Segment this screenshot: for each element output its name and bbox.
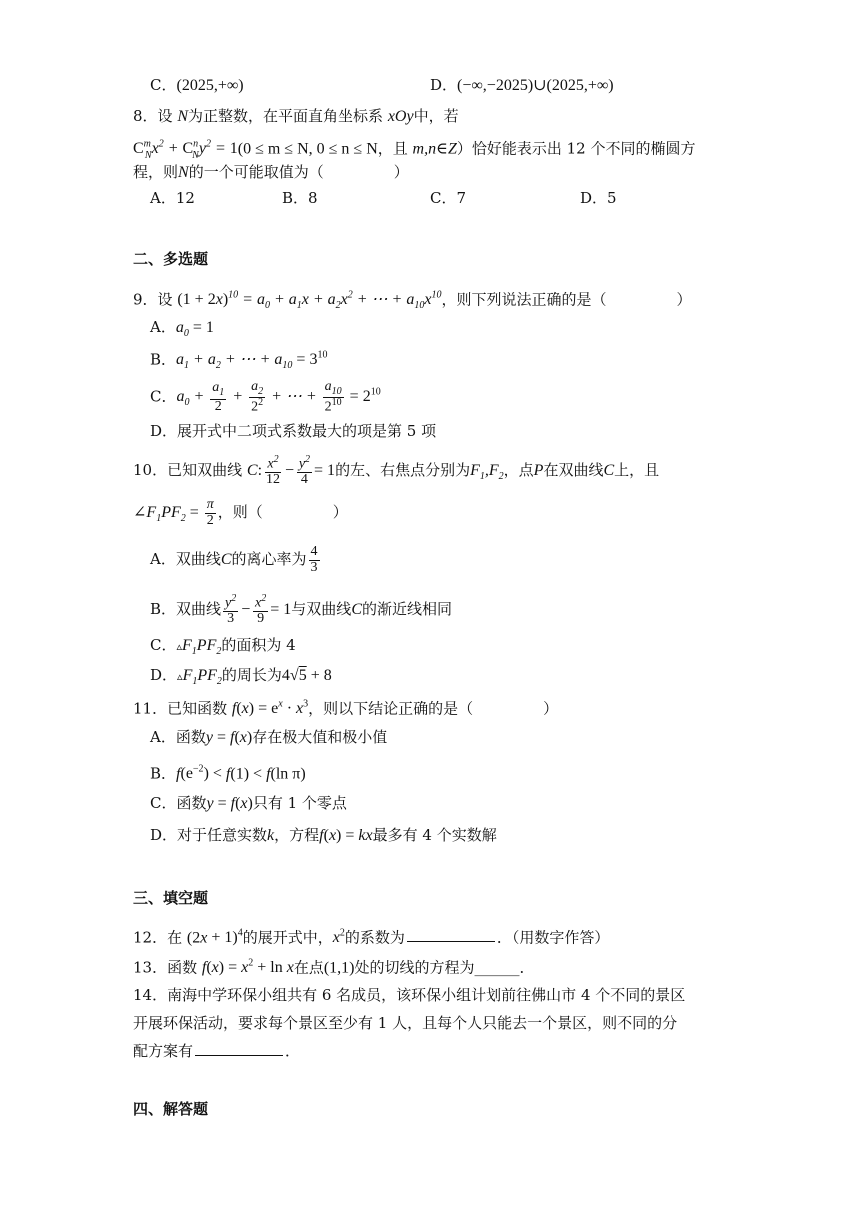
text: D．对于任意实数 (150, 826, 268, 844)
text: ． (285, 1042, 301, 1060)
text: 南海中学环保小组共有 6 名成员，该环保小组计划前往佛山市 4 个不同的景区 (167, 986, 686, 1004)
question-number: 14． (133, 986, 168, 1004)
text: B．双曲线 (150, 600, 222, 619)
option-label: C． (150, 387, 177, 406)
text: C． (150, 636, 177, 654)
text: 已知双曲线 (167, 461, 243, 480)
q10-stem-line1 (133, 455, 659, 488)
text: ） (543, 699, 559, 718)
option-label: D． (430, 76, 458, 94)
text: ） (332, 502, 348, 521)
math-var: xOy (387, 108, 414, 125)
text: 的离心率为 (231, 549, 307, 568)
math-expr: $(2x + 1)^4$ (186, 928, 243, 947)
math-var: N (177, 108, 189, 125)
section-title-fill-in: 三、填空题 (133, 889, 209, 907)
q9-option-a (150, 316, 214, 345)
math-var: m,n∈Z (412, 140, 457, 158)
option-math: $a_0$ + $\frac{a_1}{2}$ + $\frac{a_2}{2^2}$ + ⋯ + $\frac{a_{10}}{2^{10}}$ = $2^{10}$ (176, 379, 381, 415)
text: 的左、右焦点分别为 (335, 461, 471, 480)
q11-option-c (150, 792, 347, 815)
text: 在双曲线 (543, 461, 604, 480)
q10-option-c (150, 634, 296, 663)
question-number: 13． (133, 958, 168, 977)
q9-option-b (150, 345, 327, 378)
text: 中，若 (413, 107, 459, 125)
text: 设 (157, 290, 173, 309)
q8-line3 (133, 161, 409, 184)
text: 配方案有 (133, 1042, 194, 1060)
text: 上，且 (614, 461, 660, 480)
q14-line1 (133, 984, 685, 1006)
q8-line1 (133, 105, 459, 128)
eccentricity: $\frac{4}{3}$ (310, 544, 318, 575)
answer-blank[interactable] (195, 1041, 283, 1056)
triangle: $▵F_1PF_2$ (177, 667, 222, 688)
section-title-solutions: 四、解答题 (133, 1100, 209, 1118)
q12 (133, 923, 609, 949)
question-number: 10． (133, 461, 168, 480)
text: 与双曲线 (291, 600, 352, 619)
function-def: $f(x) = e^x \cdot x^3$ (231, 699, 309, 718)
q8-option-d: D．5 (580, 189, 617, 207)
q8-option-c: C．7 (430, 189, 467, 207)
angle-condition: $\angle F_1PF_2$ = $\frac{\pi}{2}$ (133, 497, 214, 528)
math-var: C (220, 550, 232, 568)
q8-option-a: A．12 (150, 189, 195, 207)
text: 的渐近线相同 (361, 600, 452, 619)
math-expr: $x^2$ (332, 928, 345, 947)
text: 最多有 4 个实数解 (372, 826, 497, 844)
text: 存在极大值和极小值 (252, 728, 388, 746)
q9-option-d: D．展开式中二项式系数最大的项是第 5 项 (150, 422, 437, 440)
q11-stem (133, 694, 558, 720)
q14-line3 (133, 1040, 300, 1062)
q9-option-c (150, 380, 381, 416)
text: 函数 (167, 958, 198, 977)
option-label: C． (150, 76, 177, 94)
hyperbola-equation: C: $\frac{x^2}{12}$ − $\frac{y^2}{4}$ = 1 (246, 454, 336, 488)
text: 程，则 (133, 163, 179, 181)
q7-option-d (430, 74, 614, 97)
text: 在 (167, 928, 183, 947)
perimeter: 4√5 + 8 (281, 667, 332, 684)
answer-blank[interactable] (407, 927, 495, 942)
question-number: 11． (133, 699, 168, 718)
q10-option-b (150, 594, 452, 627)
math-expr: $f(e^{-2}) < f(1) < f(\ln$ π) (176, 764, 306, 783)
curve-c: C (603, 462, 615, 480)
q7-option-c (150, 74, 244, 97)
text: 的面积为 4 (221, 636, 296, 654)
q8-option-b: B．8 (282, 189, 318, 207)
text: 已知函数 (167, 699, 228, 718)
math-var: C (351, 601, 362, 619)
text: ，方程 (274, 826, 320, 844)
condition: (0 ≤ m ≤ N, 0 ≤ n ≤ N (237, 140, 378, 158)
text: 的系数为 (344, 928, 405, 947)
text: ） (676, 290, 692, 309)
text: 在点 (293, 958, 324, 977)
text: 设 (157, 107, 173, 125)
q9-stem (133, 285, 691, 318)
question-number: 12． (133, 928, 168, 947)
q11-option-a (150, 726, 387, 749)
text: ，则（ (217, 502, 263, 521)
option-math: $a_0 = 1$ (175, 319, 214, 340)
q14-line2: 开展环保活动，要求每个景区至少有 1 人，且每个人只能去一个景区，则不同的分 (133, 1014, 678, 1032)
text: ，则下列说法正确的是（ (441, 290, 607, 309)
text: 的展开式中， (242, 928, 333, 947)
q10-stem-line2 (133, 498, 348, 530)
q13 (133, 953, 535, 979)
text: 为正整数，在平面直角坐标系 (188, 107, 384, 125)
section-title-multi-choice: 二、多选题 (133, 250, 209, 268)
q11-option-d (150, 824, 497, 847)
math-var: N (178, 164, 189, 181)
text: D． (150, 666, 178, 684)
text: ．（用数字作答） (496, 928, 610, 947)
math-expr: f(x) = kx (319, 827, 373, 844)
option-math: $a_1 + a_2$ + ⋯ + $a_{10} = 3^{10}$ (176, 350, 328, 372)
math-expr: (1,1) (323, 959, 355, 977)
q10-option-d (150, 664, 332, 693)
text: B． (150, 764, 177, 783)
hyperbola-b: $\frac{y^2}{3}$ − $\frac{x^2}{9}$ = 1 (225, 593, 292, 627)
text: ）恰好能表示出 12 个不同的椭圆方 (456, 139, 696, 158)
text: ，且 (377, 139, 408, 158)
text: 的一个可能取值为（ (188, 163, 324, 181)
text: ，则以下结论正确的是（ (308, 699, 474, 718)
option-label: A． (150, 318, 176, 336)
q10-option-a (150, 545, 322, 575)
text: A．函数 (150, 728, 206, 746)
binomial-expansion: $(1 + 2x)^{10} = a_0 + a_1x + a_2x^2$ + ⋯ + $a_{10}x^{10}$ (177, 290, 442, 312)
text: 只有 1 个零点 (252, 794, 347, 812)
answer-blank[interactable]: ______ (474, 958, 520, 977)
text: 处的切线的方程为 (354, 958, 475, 977)
ellipse-equation: $C^m_Nx^2 + C^n_Ny^2 = 1$ (133, 139, 238, 161)
text: ． (519, 958, 535, 977)
foci: $F_1,F_2$ (470, 462, 504, 483)
triangle: $▵F_1PF_2$ (176, 637, 222, 658)
text: C．函数 (150, 794, 207, 812)
question-number: 8． (133, 107, 158, 125)
option-math: (2025,+∞) (176, 77, 244, 94)
q11-option-b (150, 759, 306, 785)
question-number: 9． (133, 290, 158, 309)
text: A．双曲线 (150, 549, 221, 568)
option-label: B． (150, 350, 177, 369)
math-expr: y = f(x) (206, 795, 253, 812)
option-math: (−∞,−2025)∪(2025,+∞) (457, 77, 614, 94)
math-expr: y = f(x) (205, 729, 253, 746)
math-expr: $f(x) = x^2 + \ln x$ (201, 958, 294, 977)
text: ） (393, 163, 409, 181)
point-p: P (533, 462, 544, 480)
text: 的周长为 (221, 666, 282, 684)
text: ，点 (503, 461, 534, 480)
math-var: k (267, 827, 275, 844)
